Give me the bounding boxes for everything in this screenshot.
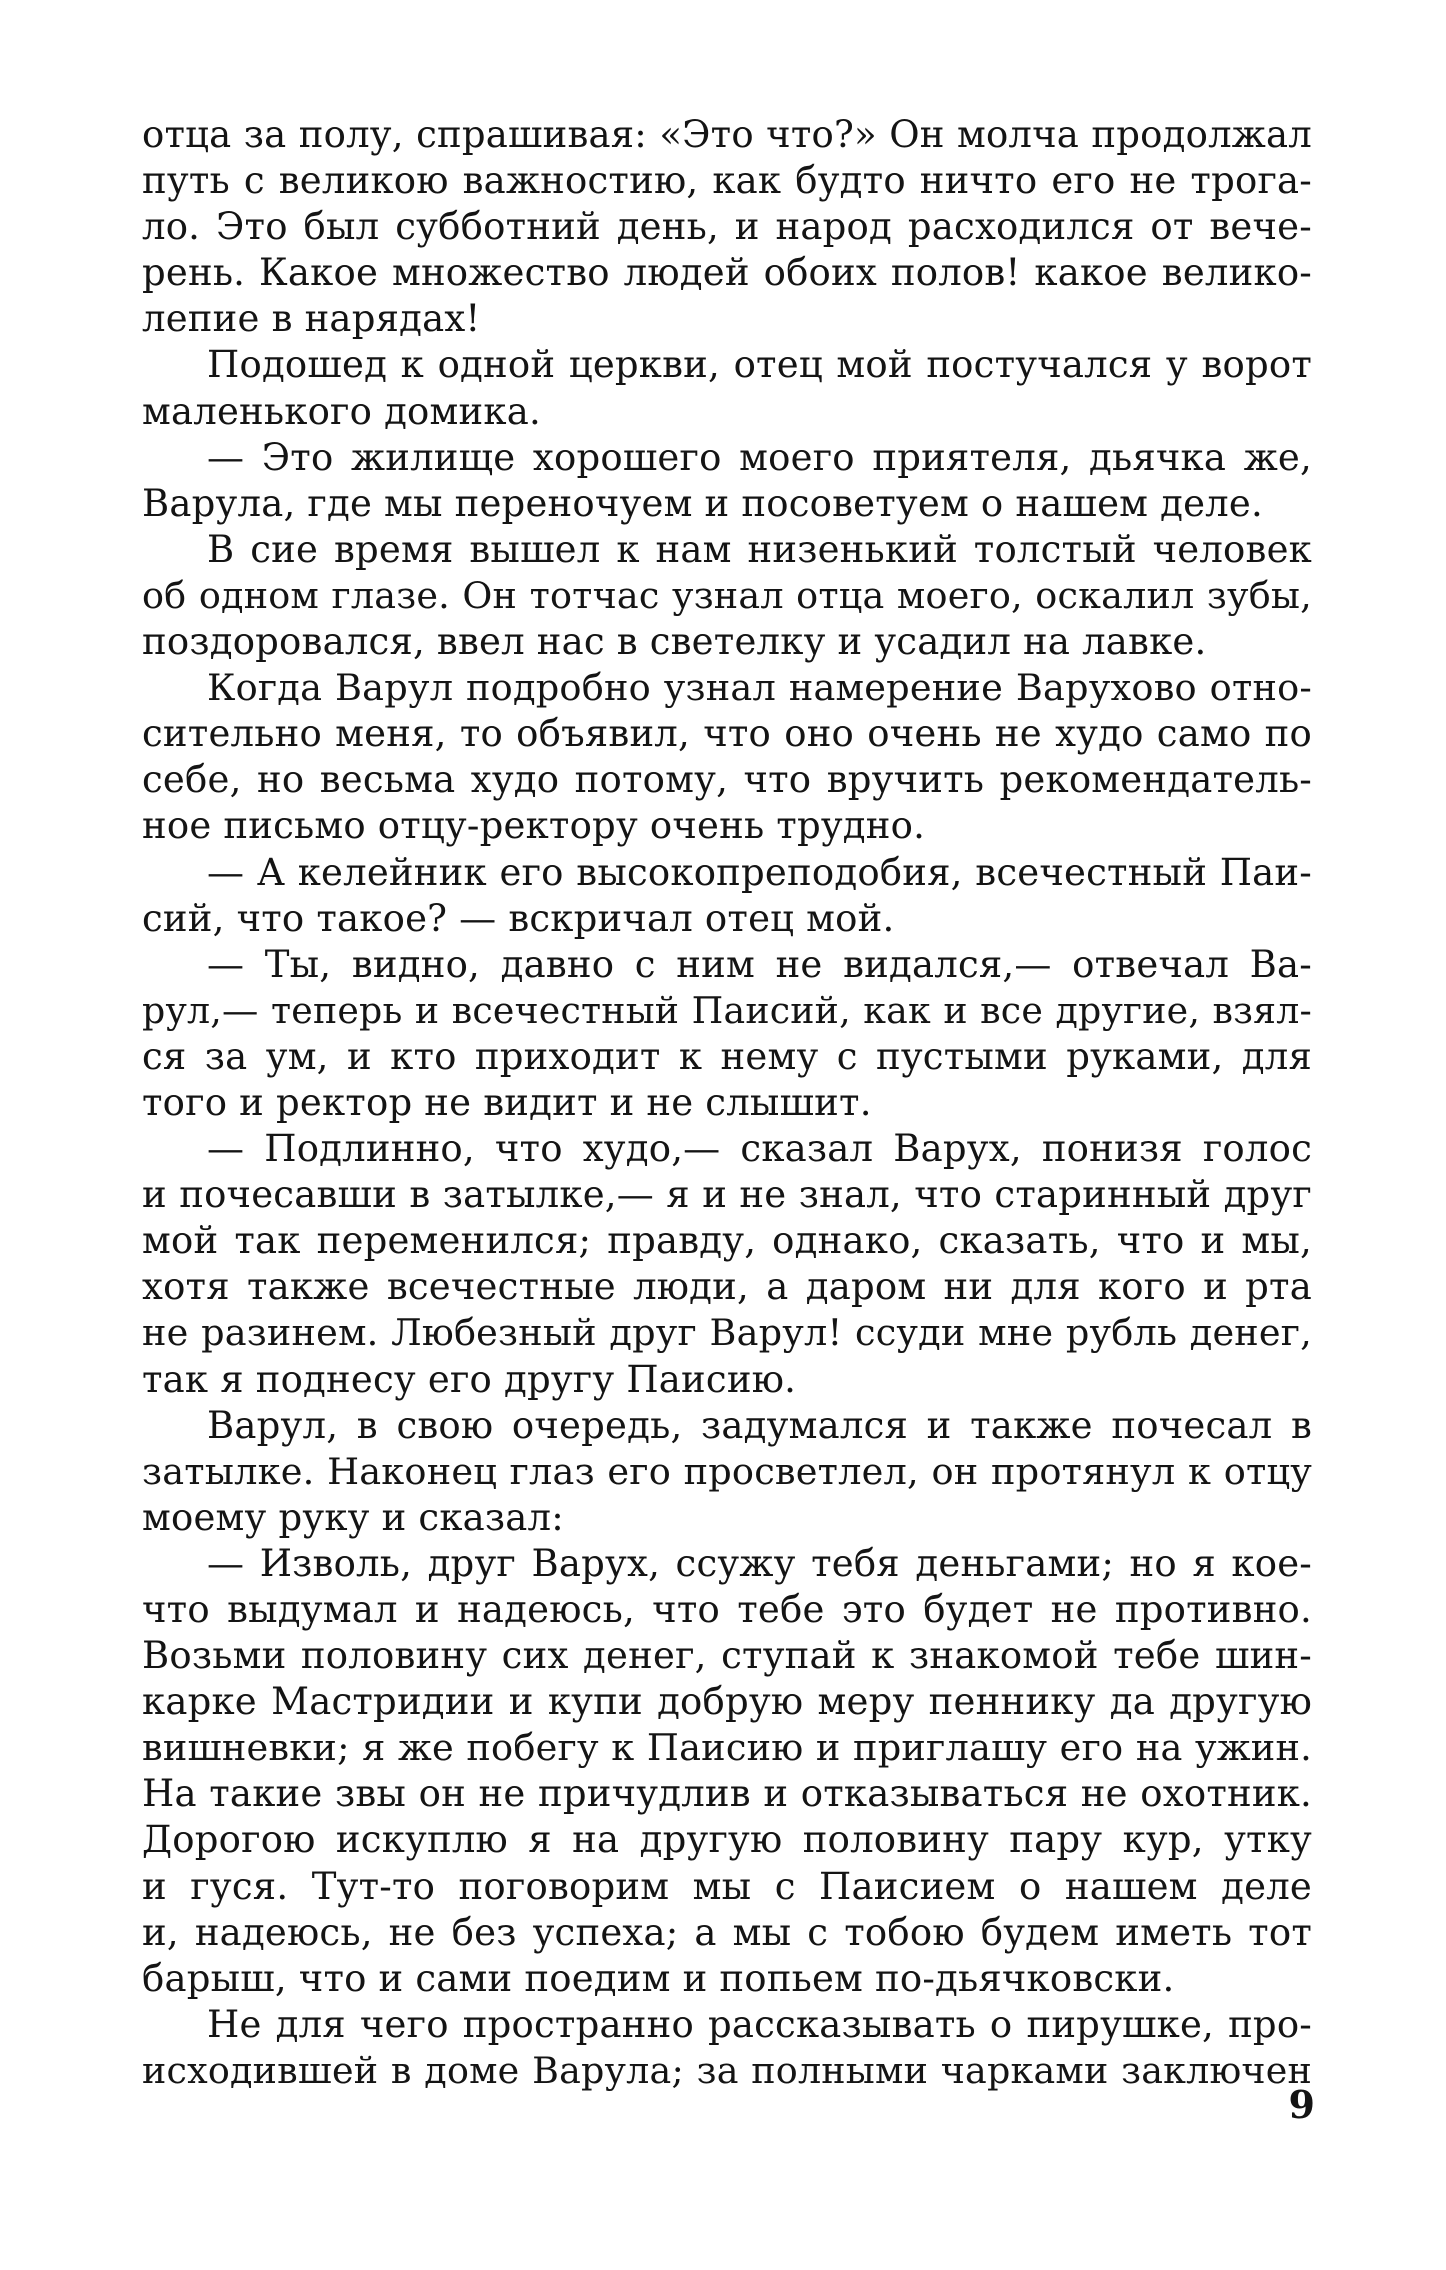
text-line: сий, что такое? — вскричал отец мой.	[142, 896, 895, 940]
text-line: лепие в нарядах!	[142, 297, 481, 341]
text-line: так я поднесу его другу Паисию.	[142, 1357, 797, 1401]
text-line: ся за ум, и кто приходит к нему с пустыми руками, для	[142, 1034, 1312, 1078]
text-line: сительно меня, то объявил, что оно очень не худо само по	[142, 712, 1312, 756]
text-line: и, надеюсь, не без успеха; а мы с тобою будем иметь тот	[142, 1910, 1312, 1954]
text-line: путь с великою важностию, как будто ничто его не трога-	[142, 159, 1312, 203]
text-line: Не для чего пространно рассказывать о пирушке, про-	[207, 2002, 1312, 2046]
text-line: — Ты, видно, давно с ним не видался,— отвечал Ва-	[207, 942, 1312, 986]
text-line: В сие время вышел к нам низенький толстый человек	[207, 527, 1312, 571]
text-line: и гуся. Тут-то поговорим мы с Паисием о нашем деле	[142, 1864, 1312, 1908]
text-line: того и ректор не видит и не слышит.	[142, 1080, 872, 1124]
text-line: исходившей в доме Варула; за полными чарками заключен	[142, 2048, 1312, 2092]
text-line: поздоровался, ввел нас в светелку и усадил на лавке.	[142, 620, 1207, 664]
text-line: что выдумал и надеюсь, что тебе это будет не противно.	[142, 1588, 1312, 1631]
text-line: не разинем. Любезный друг Варул! ссуди мне рубль денег,	[142, 1311, 1312, 1355]
text-line: — Подлинно, что худо,— сказал Варух, понизя голос	[207, 1127, 1312, 1171]
text-line: карке Мастридии и купи добрую меру пеннику да другую	[142, 1680, 1312, 1724]
text-line: рень. Какое множество людей обоих полов! какое велико-	[142, 251, 1312, 295]
text-line: об одном глазе. Он тотчас узнал отца моего, оскалил зубы,	[142, 573, 1312, 617]
text-line: — Это жилище хорошего моего приятеля, дьячка же,	[207, 435, 1312, 479]
text-line: отца за полу, спрашивая: «Это что?» Он молча продолжал	[142, 113, 1312, 156]
text-line: рул,— теперь и всечестный Паисий, как и все другие, взял-	[142, 988, 1312, 1032]
text-line: На такие звы он не причудлив и отказываться не охотник.	[142, 1772, 1312, 1816]
text-line: — А келейник его высокопреподобия, всечестный Паи-	[207, 850, 1312, 894]
text-line: затылке. Наконец глаз его просветлел, он протянул к отцу	[142, 1449, 1312, 1493]
text-line: Варула, где мы переночуем и посоветуем о нашем деле.	[142, 481, 1263, 525]
page-text-column	[142, 112, 1312, 2094]
text-line: Варул, в свою очередь, задумался и также почесал в	[207, 1403, 1312, 1447]
text-line: себе, но весьма худо потому, что вручить рекомендатель-	[142, 758, 1312, 802]
text-line: и почесавши в затылке,— я и не знал, что старинный друг	[142, 1173, 1312, 1217]
text-line: Когда Варул подробно узнал намерение Варухово отно-	[207, 666, 1312, 710]
text-line: ное письмо отцу-ректору очень трудно.	[142, 804, 926, 848]
text-line: хотя также всечестные люди, а даром ни для кого и рта	[142, 1265, 1312, 1309]
text-line: маленького домика.	[142, 389, 541, 433]
text-line: Дорогою искуплю я на другую половину пару кур, утку	[142, 1818, 1312, 1862]
text-line: Подошед к одной церкви, отец мой постучался у ворот	[207, 343, 1312, 387]
text-line: Возьми половину сих денег, ступай к знакомой тебе шин-	[142, 1634, 1312, 1678]
text-line: ло. Это был субботний день, и народ расходился от вече-	[142, 205, 1312, 249]
text-line: барыш, что и сами поедим и попьем по-дьячковски.	[142, 1956, 1175, 2000]
text-line: вишневки; я же побегу к Паисию и приглашу его на ужин.	[142, 1726, 1312, 1770]
page-number: 9	[1288, 2082, 1315, 2127]
text-line: моему руку и сказал:	[142, 1495, 564, 1539]
text-line: мой так переменился; правду, однако, сказать, что и мы,	[142, 1219, 1312, 1263]
text-line: — Изволь, друг Варух, ссужу тебя деньгами; но я кое-	[207, 1541, 1312, 1585]
